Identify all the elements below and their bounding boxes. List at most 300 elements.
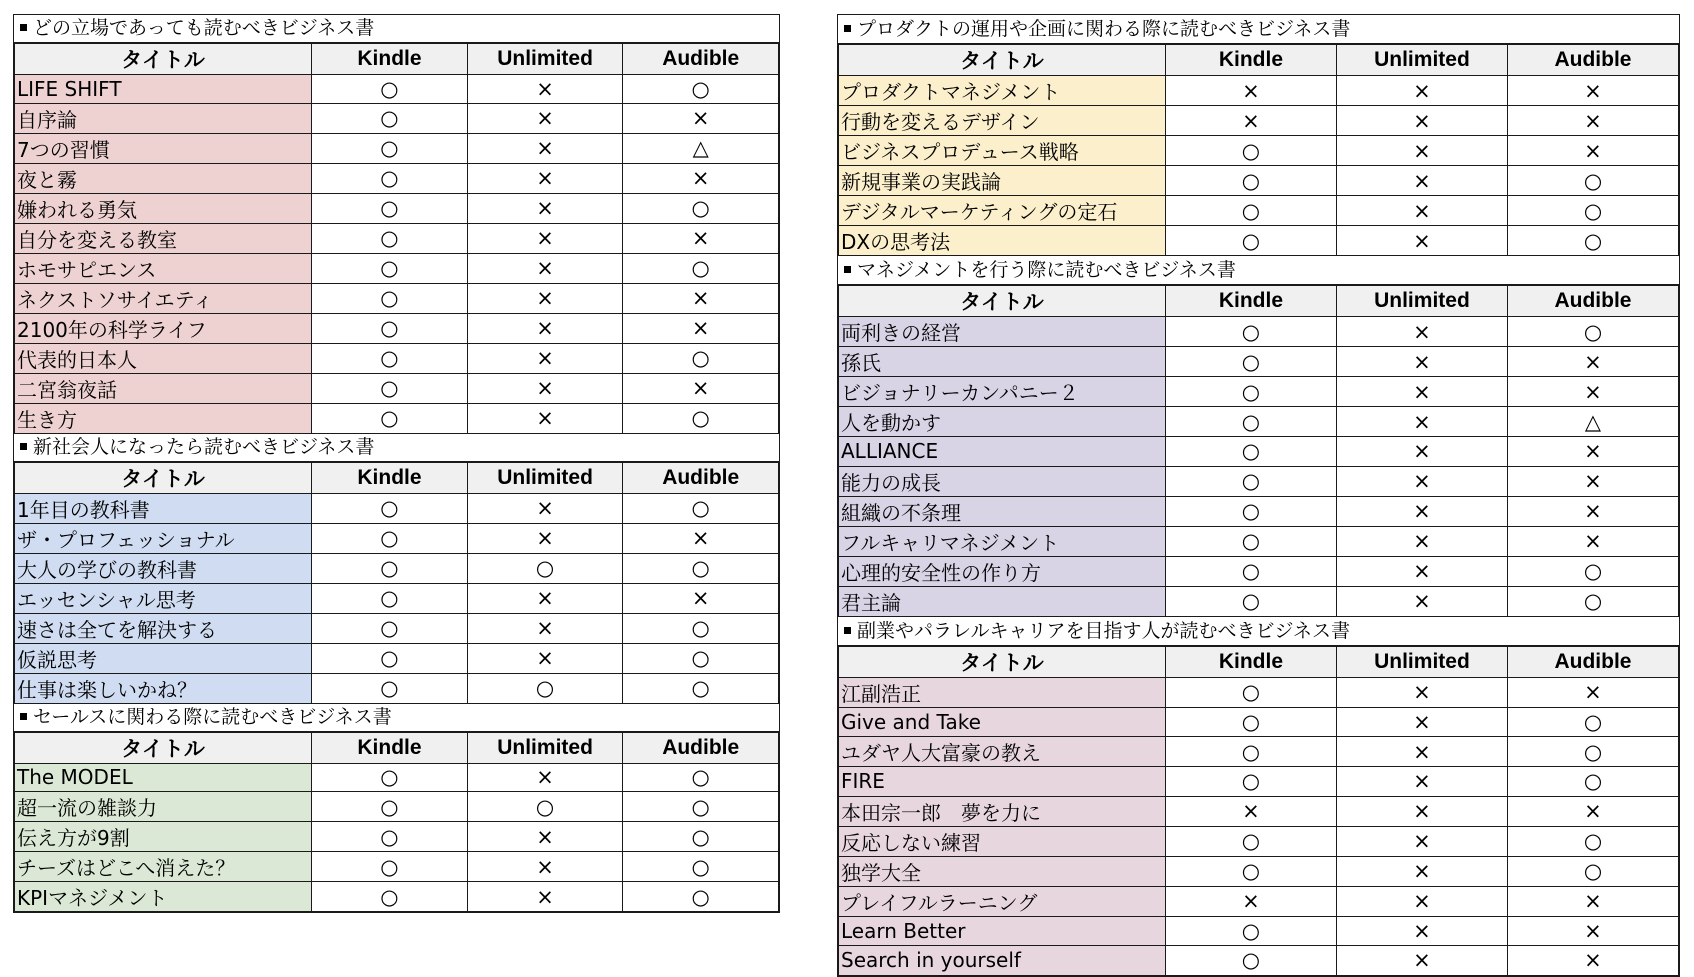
audible-mark-cell: ○ xyxy=(1507,226,1678,256)
book-table xyxy=(14,462,779,704)
section-title xyxy=(14,434,779,462)
unlimited-mark-cell: × xyxy=(1336,886,1507,916)
audible-mark-cell: × xyxy=(1507,466,1678,496)
unlimited-mark-cell: × xyxy=(1336,76,1507,106)
audible-mark-cell: ○ xyxy=(1507,826,1678,856)
book-title-cell: 人を動かす xyxy=(839,407,1166,437)
book-title-cell: 能力の成長 xyxy=(839,466,1166,496)
kindle-mark-cell: ○ xyxy=(312,103,468,133)
unlimited-mark-cell: ○ xyxy=(467,792,623,822)
kindle-mark-cell: ○ xyxy=(1165,737,1336,767)
kindle-mark-cell: × xyxy=(1165,76,1336,106)
audible-mark-cell: ○ xyxy=(623,553,779,583)
book-title-cell: 心理的安全性の作り方 xyxy=(839,556,1166,586)
audible-mark-cell: ○ xyxy=(1507,317,1678,347)
table-row xyxy=(839,737,1679,767)
header-title: タイトル xyxy=(15,44,312,75)
table-row xyxy=(15,493,779,523)
book-section-s2 xyxy=(14,434,779,704)
book-title-cell: 孫氏 xyxy=(839,347,1166,377)
audible-mark-cell: ○ xyxy=(1507,767,1678,797)
audible-mark-cell: ○ xyxy=(623,643,779,673)
unlimited-mark-cell: × xyxy=(1336,946,1507,976)
audible-mark-cell: × xyxy=(623,223,779,253)
kindle-mark-cell: ○ xyxy=(312,882,468,912)
unlimited-mark-cell: × xyxy=(467,373,623,403)
kindle-mark-cell: ○ xyxy=(312,373,468,403)
table-row xyxy=(15,822,779,852)
book-title-cell: 新規事業の実践論 xyxy=(839,166,1166,196)
section-title-text: プロダクトの運用や企画に関わる際に読むべきビジネス書 xyxy=(857,18,1351,40)
book-title-cell: LIFE SHIFT xyxy=(15,75,312,104)
book-title-cell: 行動を変えるデザイン xyxy=(839,106,1166,136)
section-title-text: 副業やパラレルキャリアを目指す人が読むべきビジネス書 xyxy=(857,619,1350,642)
table-row xyxy=(839,526,1679,556)
table-row xyxy=(15,253,779,283)
section-title xyxy=(14,704,779,732)
book-title-cell: チーズはどこへ消えた？ xyxy=(15,852,312,882)
kindle-mark-cell: ○ xyxy=(1165,136,1336,166)
header-title: タイトル xyxy=(839,646,1166,677)
audible-mark-cell: ○ xyxy=(623,882,779,912)
book-title-cell: 両利きの経営 xyxy=(839,317,1166,347)
right-column xyxy=(837,14,1680,977)
audible-mark-cell: ○ xyxy=(1507,556,1678,586)
audible-mark-cell: ○ xyxy=(1507,707,1678,737)
square-bullet-icon xyxy=(844,266,851,273)
unlimited-mark-cell: × xyxy=(1336,737,1507,767)
unlimited-mark-cell: × xyxy=(1336,856,1507,886)
audible-mark-cell: × xyxy=(1507,796,1678,826)
kindle-mark-cell: ○ xyxy=(1165,826,1336,856)
table-row xyxy=(839,196,1679,226)
table-row xyxy=(15,583,779,613)
unlimited-mark-cell: × xyxy=(1336,496,1507,526)
audible-mark-cell: × xyxy=(623,583,779,613)
section-title-text: どの立場であっても読むべきビジネス書 xyxy=(33,17,375,39)
unlimited-mark-cell: × xyxy=(467,283,623,313)
header-title: タイトル xyxy=(15,462,312,493)
book-title-cell: ホモサピエンス xyxy=(15,253,312,283)
unlimited-mark-cell: × xyxy=(1336,347,1507,377)
kindle-mark-cell: ○ xyxy=(312,75,468,104)
book-title-cell: Search in yourself xyxy=(839,946,1166,976)
unlimited-mark-cell: × xyxy=(1336,556,1507,586)
audible-mark-cell: × xyxy=(1507,106,1678,136)
header-unlimited: Unlimited xyxy=(1336,45,1507,76)
header-audible: Audible xyxy=(1507,286,1678,317)
table-row xyxy=(839,106,1679,136)
kindle-mark-cell: ○ xyxy=(312,792,468,822)
unlimited-mark-cell: × xyxy=(1336,796,1507,826)
unlimited-mark-cell: × xyxy=(467,523,623,553)
header-row xyxy=(839,45,1679,76)
table-row xyxy=(15,223,779,253)
table-row xyxy=(839,556,1679,586)
kindle-mark-cell: ○ xyxy=(312,523,468,553)
unlimited-mark-cell: × xyxy=(467,613,623,643)
table-row xyxy=(839,707,1679,737)
book-title-cell: 伝え方が9割 xyxy=(15,822,312,852)
square-bullet-icon xyxy=(844,627,851,634)
kindle-mark-cell: ○ xyxy=(312,193,468,223)
book-title-cell: 生き方 xyxy=(15,403,312,433)
table-row xyxy=(15,163,779,193)
table-row xyxy=(839,437,1679,467)
table-row xyxy=(15,283,779,313)
book-title-cell: DXの思考法 xyxy=(839,226,1166,256)
book-title-cell: デジタルマーケティングの定石 xyxy=(839,196,1166,226)
kindle-mark-cell: ○ xyxy=(312,223,468,253)
audible-mark-cell: × xyxy=(1507,916,1678,946)
book-title-cell: 独学大全 xyxy=(839,856,1166,886)
kindle-mark-cell: ○ xyxy=(1165,466,1336,496)
unlimited-mark-cell: × xyxy=(1336,767,1507,797)
audible-mark-cell: × xyxy=(623,313,779,343)
unlimited-mark-cell: × xyxy=(467,163,623,193)
audible-mark-cell: ○ xyxy=(1507,856,1678,886)
header-audible: Audible xyxy=(1507,646,1678,677)
kindle-mark-cell: ○ xyxy=(312,343,468,373)
unlimited-mark-cell: × xyxy=(467,75,623,104)
kindle-mark-cell: ○ xyxy=(312,643,468,673)
table-row xyxy=(839,496,1679,526)
kindle-mark-cell: ○ xyxy=(1165,196,1336,226)
unlimited-mark-cell: × xyxy=(1336,437,1507,467)
kindle-mark-cell: ○ xyxy=(1165,767,1336,797)
audible-mark-cell: ○ xyxy=(623,343,779,373)
book-title-cell: 君主論 xyxy=(839,586,1166,616)
table-row xyxy=(15,133,779,163)
book-title-cell: ビジネスプロデュース戦略 xyxy=(839,136,1166,166)
kindle-mark-cell: ○ xyxy=(1165,226,1336,256)
unlimited-mark-cell: ○ xyxy=(467,673,623,703)
audible-mark-cell: × xyxy=(623,283,779,313)
kindle-mark-cell: ○ xyxy=(312,313,468,343)
book-title-cell: 自分を変える教室 xyxy=(15,223,312,253)
unlimited-mark-cell: × xyxy=(467,822,623,852)
book-table xyxy=(14,43,779,434)
audible-mark-cell: × xyxy=(1507,496,1678,526)
unlimited-mark-cell: × xyxy=(1336,526,1507,556)
kindle-mark-cell: ○ xyxy=(1165,856,1336,886)
table-row xyxy=(15,75,779,104)
header-unlimited: Unlimited xyxy=(1336,646,1507,677)
header-row xyxy=(15,462,779,493)
audible-mark-cell: × xyxy=(623,163,779,193)
table-row xyxy=(15,313,779,343)
table-row xyxy=(839,166,1679,196)
section-title xyxy=(838,15,1679,44)
kindle-mark-cell: ○ xyxy=(312,673,468,703)
audible-mark-cell: ○ xyxy=(1507,166,1678,196)
kindle-mark-cell: ○ xyxy=(1165,496,1336,526)
book-title-cell: FIRE xyxy=(839,767,1166,797)
kindle-mark-cell: ○ xyxy=(1165,347,1336,377)
table-row xyxy=(839,317,1679,347)
audible-mark-cell: ○ xyxy=(1507,586,1678,616)
kindle-mark-cell: × xyxy=(1165,886,1336,916)
square-bullet-icon xyxy=(20,713,27,720)
audible-mark-cell: ○ xyxy=(623,253,779,283)
unlimited-mark-cell: × xyxy=(467,852,623,882)
unlimited-mark-cell: × xyxy=(467,882,623,912)
unlimited-mark-cell: × xyxy=(467,103,623,133)
left-column xyxy=(13,14,780,913)
kindle-mark-cell: ○ xyxy=(312,133,468,163)
audible-mark-cell: × xyxy=(623,103,779,133)
square-bullet-icon xyxy=(844,25,851,32)
unlimited-mark-cell: × xyxy=(1336,377,1507,407)
book-section-s5 xyxy=(838,256,1679,617)
book-title-cell: Learn Better xyxy=(839,916,1166,946)
table-row xyxy=(839,347,1679,377)
header-title: タイトル xyxy=(15,732,312,763)
audible-mark-cell: × xyxy=(1507,377,1678,407)
book-title-cell: 江副浩正 xyxy=(839,677,1166,707)
unlimited-mark-cell: × xyxy=(1336,707,1507,737)
table-row xyxy=(839,916,1679,946)
square-bullet-icon xyxy=(20,24,27,31)
unlimited-mark-cell: × xyxy=(467,223,623,253)
book-title-cell: ザ・プロフェッショナル xyxy=(15,523,312,553)
table-row xyxy=(839,76,1679,106)
unlimited-mark-cell: × xyxy=(467,313,623,343)
table-row xyxy=(839,826,1679,856)
book-table xyxy=(838,646,1679,976)
audible-mark-cell: ○ xyxy=(623,403,779,433)
book-section-s1 xyxy=(14,15,779,434)
table-row xyxy=(15,792,779,822)
kindle-mark-cell: ○ xyxy=(1165,586,1336,616)
table-row xyxy=(15,643,779,673)
book-title-cell: 自序論 xyxy=(15,103,312,133)
table-row xyxy=(15,373,779,403)
section-title xyxy=(14,15,779,43)
kindle-mark-cell: ○ xyxy=(1165,677,1336,707)
audible-mark-cell: × xyxy=(1507,946,1678,976)
book-title-cell: 超一流の雑談力 xyxy=(15,792,312,822)
book-title-cell: 大人の学びの教科書 xyxy=(15,553,312,583)
unlimited-mark-cell: × xyxy=(1336,317,1507,347)
table-row xyxy=(839,407,1679,437)
table-row xyxy=(15,343,779,373)
table-row xyxy=(15,882,779,912)
unlimited-mark-cell: × xyxy=(1336,916,1507,946)
audible-mark-cell: △ xyxy=(623,133,779,163)
book-table xyxy=(838,44,1679,256)
audible-mark-cell: × xyxy=(1507,437,1678,467)
book-section-s6 xyxy=(838,617,1679,976)
book-title-cell: エッセンシャル思考 xyxy=(15,583,312,613)
book-title-cell: 嫌われる勇気 xyxy=(15,193,312,223)
unlimited-mark-cell: × xyxy=(467,583,623,613)
book-title-cell: プレイフルラーニング xyxy=(839,886,1166,916)
unlimited-mark-cell: × xyxy=(1336,586,1507,616)
kindle-mark-cell: ○ xyxy=(1165,317,1336,347)
book-title-cell: KPIマネジメント xyxy=(15,882,312,912)
book-title-cell: 1年目の教科書 xyxy=(15,493,312,523)
book-title-cell: フルキャリマネジメント xyxy=(839,526,1166,556)
book-title-cell: 反応しない練習 xyxy=(839,826,1166,856)
audible-mark-cell: ○ xyxy=(623,493,779,523)
table-row xyxy=(839,886,1679,916)
kindle-mark-cell: ○ xyxy=(312,163,468,193)
header-kindle: Kindle xyxy=(1165,286,1336,317)
book-section-s4 xyxy=(838,15,1679,256)
unlimited-mark-cell: × xyxy=(1336,407,1507,437)
unlimited-mark-cell: × xyxy=(1336,196,1507,226)
table-row xyxy=(15,852,779,882)
kindle-mark-cell: ○ xyxy=(1165,526,1336,556)
header-row xyxy=(839,646,1679,677)
kindle-mark-cell: ○ xyxy=(1165,166,1336,196)
kindle-mark-cell: ○ xyxy=(1165,377,1336,407)
kindle-mark-cell: ○ xyxy=(1165,946,1336,976)
unlimited-mark-cell: × xyxy=(1336,166,1507,196)
audible-mark-cell: ○ xyxy=(623,822,779,852)
header-kindle: Kindle xyxy=(1165,646,1336,677)
table-row xyxy=(839,856,1679,886)
section-title-text: マネジメントを行う際に読むべきビジネス書 xyxy=(857,259,1236,281)
book-title-cell: 速さは全てを解決する xyxy=(15,613,312,643)
audible-mark-cell: × xyxy=(1507,886,1678,916)
table-row xyxy=(839,946,1679,976)
table-row xyxy=(15,523,779,553)
unlimited-mark-cell: × xyxy=(467,133,623,163)
kindle-mark-cell: ○ xyxy=(312,553,468,583)
header-audible: Audible xyxy=(623,462,779,493)
table-row xyxy=(839,136,1679,166)
book-title-cell: 代表的日本人 xyxy=(15,343,312,373)
book-title-cell: ALLIANCE xyxy=(839,437,1166,467)
book-table xyxy=(838,285,1679,617)
header-audible: Audible xyxy=(623,732,779,763)
audible-mark-cell: ○ xyxy=(623,193,779,223)
book-title-cell: 2100年の科学ライフ xyxy=(15,313,312,343)
table-row xyxy=(15,553,779,583)
unlimited-mark-cell: × xyxy=(467,193,623,223)
header-kindle: Kindle xyxy=(312,732,468,763)
table-row xyxy=(15,103,779,133)
table-row xyxy=(839,226,1679,256)
audible-mark-cell: ○ xyxy=(623,613,779,643)
book-title-cell: 仕事は楽しいかね？ xyxy=(15,673,312,703)
header-audible: Audible xyxy=(1507,45,1678,76)
unlimited-mark-cell: × xyxy=(1336,226,1507,256)
unlimited-mark-cell: × xyxy=(467,253,623,283)
book-title-cell: ユダヤ人大富豪の教え xyxy=(839,737,1166,767)
audible-mark-cell: △ xyxy=(1507,407,1678,437)
book-title-cell: 組織の不条理 xyxy=(839,496,1166,526)
unlimited-mark-cell: × xyxy=(467,763,623,792)
unlimited-mark-cell: × xyxy=(467,493,623,523)
audible-mark-cell: ○ xyxy=(623,75,779,104)
book-title-cell: ビジョナリーカンパニー２ xyxy=(839,377,1166,407)
unlimited-mark-cell: × xyxy=(1336,677,1507,707)
audible-mark-cell: ○ xyxy=(623,763,779,792)
kindle-mark-cell: × xyxy=(1165,796,1336,826)
section-title-text: セールスに関わる際に読むべきビジネス書 xyxy=(33,705,392,728)
unlimited-mark-cell: ○ xyxy=(467,553,623,583)
section-title xyxy=(838,256,1679,285)
audible-mark-cell: × xyxy=(1507,76,1678,106)
kindle-mark-cell: ○ xyxy=(312,613,468,643)
book-title-cell: 7つの習慣 xyxy=(15,133,312,163)
book-title-cell: ネクストソサイエティ xyxy=(15,283,312,313)
kindle-mark-cell: ○ xyxy=(1165,916,1336,946)
kindle-mark-cell: ○ xyxy=(312,283,468,313)
audible-mark-cell: × xyxy=(623,373,779,403)
audible-mark-cell: × xyxy=(1507,136,1678,166)
table-row xyxy=(15,673,779,703)
header-unlimited: Unlimited xyxy=(467,732,623,763)
section-title-text: 新社会人になったら読むべきビジネス書 xyxy=(33,435,375,458)
unlimited-mark-cell: × xyxy=(1336,136,1507,166)
kindle-mark-cell: ○ xyxy=(1165,556,1336,586)
square-bullet-icon xyxy=(20,443,27,450)
audible-mark-cell: × xyxy=(1507,526,1678,556)
table-row xyxy=(839,677,1679,707)
table-row xyxy=(839,586,1679,616)
table-row xyxy=(15,193,779,223)
kindle-mark-cell: ○ xyxy=(312,253,468,283)
kindle-mark-cell: ○ xyxy=(1165,707,1336,737)
audible-mark-cell: ○ xyxy=(1507,737,1678,767)
kindle-mark-cell: ○ xyxy=(312,493,468,523)
book-title-cell: 夜と霧 xyxy=(15,163,312,193)
audible-mark-cell: ○ xyxy=(623,852,779,882)
book-table xyxy=(14,732,779,913)
book-title-cell: The MODEL xyxy=(15,763,312,792)
book-title-cell: 本田宗一郎 夢を力に xyxy=(839,796,1166,826)
kindle-mark-cell: ○ xyxy=(312,822,468,852)
book-title-cell: 二宮翁夜話 xyxy=(15,373,312,403)
header-title: タイトル xyxy=(839,45,1166,76)
header-title: タイトル xyxy=(839,286,1166,317)
book-title-cell: 仮説思考 xyxy=(15,643,312,673)
book-title-cell: Give and Take xyxy=(839,707,1166,737)
header-kindle: Kindle xyxy=(312,462,468,493)
audible-mark-cell: ○ xyxy=(623,673,779,703)
unlimited-mark-cell: × xyxy=(467,403,623,433)
header-row xyxy=(15,732,779,763)
table-row xyxy=(15,403,779,433)
table-row xyxy=(839,796,1679,826)
book-title-cell: プロダクトマネジメント xyxy=(839,76,1166,106)
section-title xyxy=(838,617,1679,646)
audible-mark-cell: × xyxy=(623,523,779,553)
table-row xyxy=(839,466,1679,496)
kindle-mark-cell: ○ xyxy=(312,763,468,792)
kindle-mark-cell: × xyxy=(1165,106,1336,136)
unlimited-mark-cell: × xyxy=(467,343,623,373)
header-kindle: Kindle xyxy=(1165,45,1336,76)
header-row xyxy=(15,44,779,75)
kindle-mark-cell: ○ xyxy=(1165,437,1336,467)
unlimited-mark-cell: × xyxy=(1336,106,1507,136)
table-row xyxy=(15,763,779,792)
kindle-mark-cell: ○ xyxy=(312,583,468,613)
kindle-mark-cell: ○ xyxy=(312,403,468,433)
header-unlimited: Unlimited xyxy=(467,462,623,493)
kindle-mark-cell: ○ xyxy=(312,852,468,882)
audible-mark-cell: × xyxy=(1507,347,1678,377)
unlimited-mark-cell: × xyxy=(1336,826,1507,856)
audible-mark-cell: ○ xyxy=(623,792,779,822)
unlimited-mark-cell: × xyxy=(1336,466,1507,496)
unlimited-mark-cell: × xyxy=(467,643,623,673)
